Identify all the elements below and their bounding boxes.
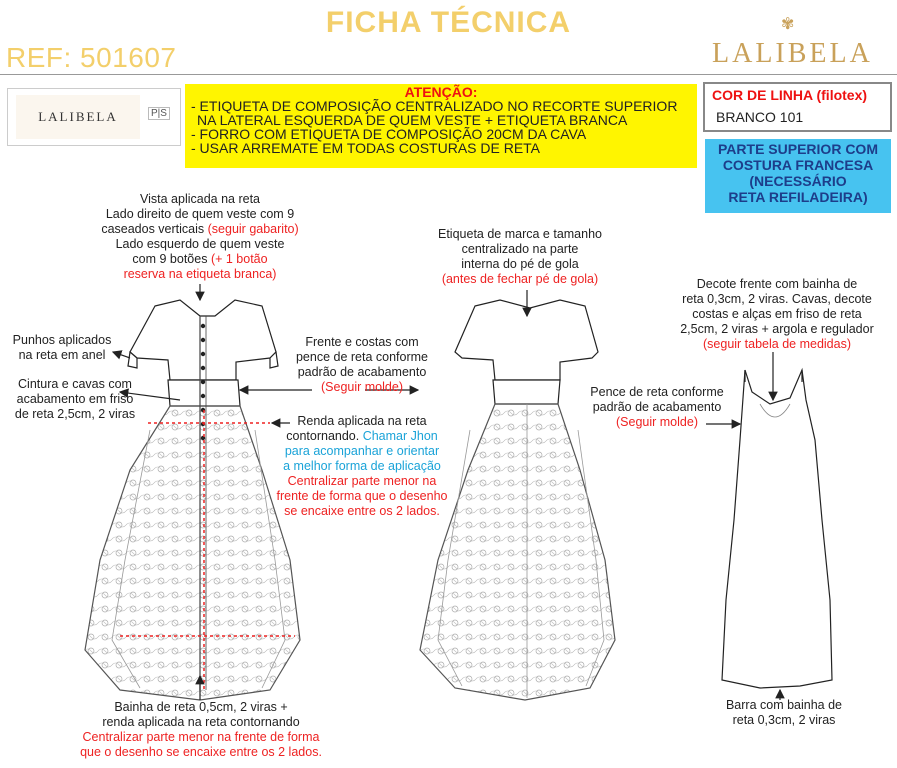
note-line: acabamento em friso (16, 392, 134, 406)
seam-note-line: RETA REFILADEIRA) (728, 189, 868, 205)
note-line-cyan: a melhor forma de aplicação (283, 459, 441, 473)
attention-line: - FORRO COM ETIQUETA DE COMPOSIÇÃO 20CM DA CAVA (191, 126, 587, 142)
note-line-red: (antes de fechar pé de gola) (441, 272, 599, 286)
note-line: contornando. (286, 429, 363, 443)
page-title: FICHA TÉCNICA (325, 6, 572, 39)
note-line: Decote frente com bainha de (696, 277, 858, 291)
note-line-red: reserva na etiqueta branca) (123, 267, 277, 281)
note-line: Bainha de reta 0,5cm, 2 viras + (114, 700, 288, 714)
note-line-red: (seguir tabela de medidas) (703, 337, 851, 351)
seam-note-line: PARTE SUPERIOR COM (718, 141, 878, 157)
note-line: Pence de reta conforme (590, 385, 724, 399)
note-bainha (56, 700, 346, 760)
note-line-red: (Seguir molde) (616, 415, 698, 429)
brand-logo: LALIBELA (712, 38, 873, 69)
note-line: Vista aplicada na reta (140, 192, 260, 206)
note-line-red: frente de forma que o desenho (276, 489, 448, 503)
note-line-red: Centralizar parte menor na (287, 474, 437, 488)
note-line: reta 0,3cm, 2 viras. Cavas, decote (682, 292, 872, 306)
note-line-red: que o desenho se encaixe entre os 2 lados. (80, 745, 322, 759)
seam-note-line: COSTURA FRANCESA (722, 157, 874, 173)
note-line: reta 0,3cm, 2 viras (732, 713, 836, 727)
note-pence-frente (282, 335, 442, 395)
note-line: Renda aplicada na reta (297, 414, 427, 428)
note-line: renda aplicada na reta contornando (102, 715, 300, 729)
attention-line: NA LATERAL ESQUERDA DE QUEM VESTE + ETIQUETA BRANCA (197, 112, 628, 128)
note-line-red: se encaixe entre os 2 lados. (284, 504, 440, 518)
note-line: Lado direito de quem veste com 9 (105, 207, 295, 221)
note-renda (262, 414, 462, 519)
note-line: 2,5cm, 2 viras + argola e regulador (680, 322, 874, 336)
note-barra (704, 698, 864, 728)
attention-line: - ETIQUETA DE COMPOSIÇÃO CENTRALIZADO NO RECORTE SUPERIOR (191, 98, 678, 114)
note-line: centralizado na parte (461, 242, 579, 256)
note-line: interna do pé de gola (461, 257, 579, 271)
note-line: com 9 botões (132, 252, 211, 266)
note-line: Cintura e cavas com (18, 377, 132, 391)
note-line: Frente e costas com (305, 335, 419, 349)
note-line: Barra com bainha de (725, 698, 843, 712)
note-line-red: (seguir gabarito) (207, 222, 299, 236)
seam-note-line: (NECESSÁRIO (749, 173, 847, 189)
note-line: caseados verticais (101, 222, 208, 236)
note-line-cyan: para acompanhar e orientar (284, 444, 440, 458)
note-line: pence de reta conforme (295, 350, 429, 364)
note-line: na reta em anel (18, 348, 106, 362)
note-line-red: (Seguir molde) (321, 380, 403, 394)
note-punhos (4, 333, 120, 363)
note-pence-forro (582, 385, 732, 430)
note-line: Punhos aplicados (12, 333, 112, 347)
note-vista (60, 192, 340, 282)
note-line: padrão de acabamento (592, 400, 722, 414)
thread-color-value: BRANCO 101 (716, 109, 804, 125)
bee-logo-icon: ✾ (781, 16, 795, 33)
slip-drawing (722, 370, 832, 688)
note-line: Lado esquerdo de quem veste (115, 237, 285, 251)
attention-line: - USAR ARREMATE EM TODAS COSTURAS DE RETA (191, 140, 541, 156)
attention-title: ATENÇÃO: (404, 84, 478, 100)
note-etiqueta (420, 227, 620, 287)
label-size: P|S (148, 107, 170, 120)
note-cintura (2, 377, 148, 422)
note-line: de reta 2,5cm, 2 viras (14, 407, 136, 421)
note-decote (664, 277, 890, 352)
note-line-red: (+ 1 botão (210, 252, 268, 266)
note-line: costas e alças em friso de reta (692, 307, 862, 321)
note-line-red: Centralizar parte menor na frente de forma (82, 730, 320, 744)
label-brand: LALIBELA (16, 95, 140, 139)
note-line: padrão de acabamento (297, 365, 427, 379)
reference-code: REF: 501607 (6, 42, 177, 73)
thread-color-title: COR DE LINHA (filotex) (712, 87, 868, 103)
note-line: Etiqueta de marca e tamanho (438, 227, 602, 241)
note-line-cyan: Chamar Jhon (362, 429, 438, 443)
